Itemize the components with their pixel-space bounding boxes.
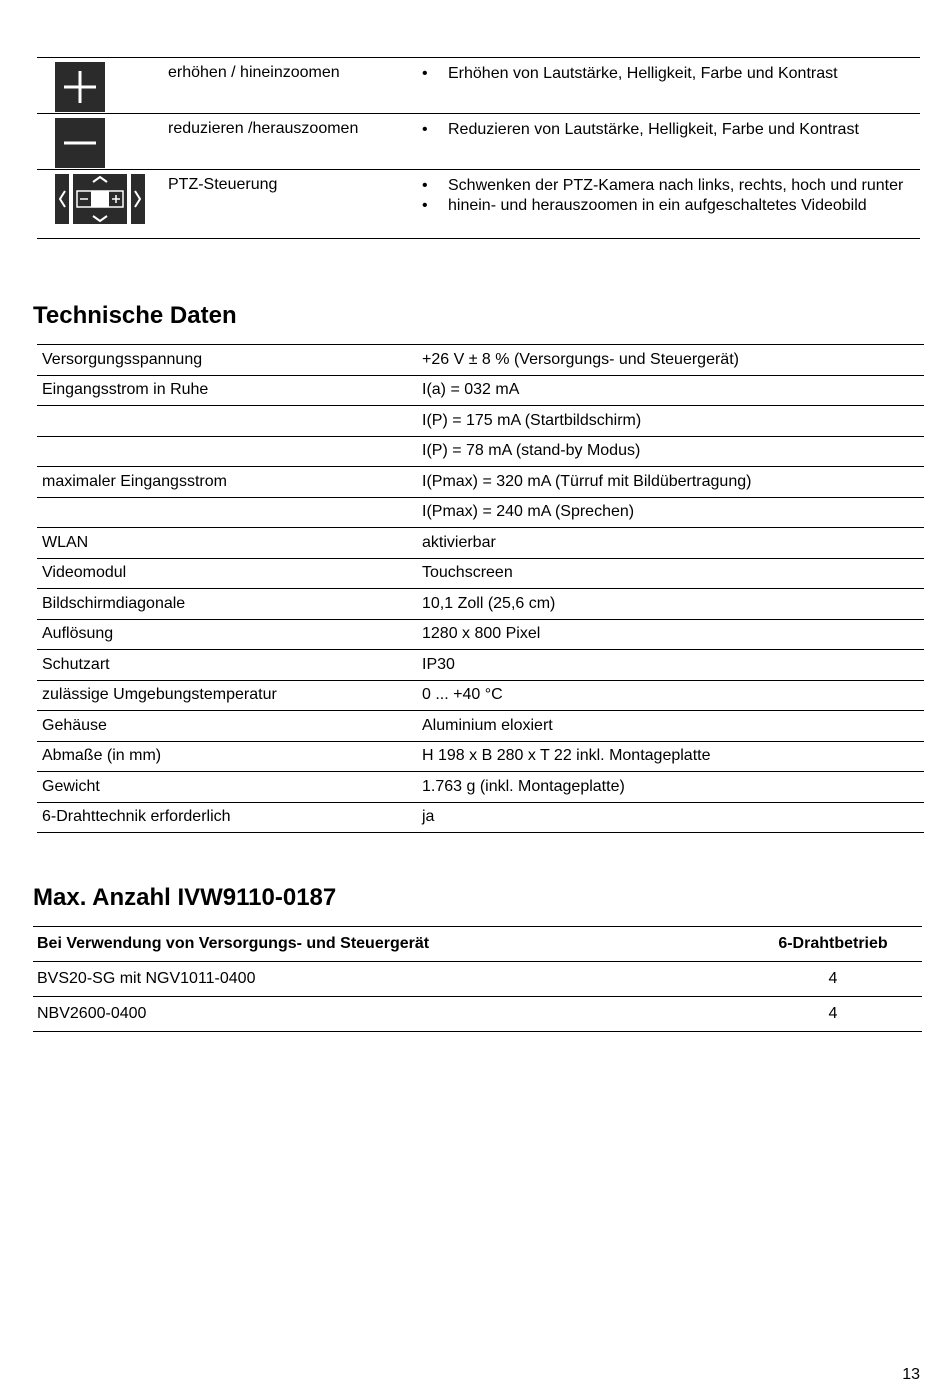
spec-label [37,436,422,467]
spec-label: Gehäuse [37,711,422,742]
table-row [37,528,924,559]
spec-value: I(P) = 175 mA (Startbildschirm) [422,406,924,437]
table-row [37,436,924,467]
plus-icon [55,62,105,112]
spec-value: 0 ... +40 °C [422,680,924,711]
spec-label: Versorgungsspannung [37,345,422,376]
spec-value: 10,1 Zoll (25,6 cm) [422,589,924,620]
max-count-table [33,926,922,1032]
spec-value: I(a) = 032 mA [422,375,924,406]
control-row-plus [37,58,920,114]
spec-value: H 198 x B 280 x T 22 inkl. Montageplatte [422,741,924,772]
control-functions-table [37,57,920,239]
table-row [37,406,924,437]
spec-label [37,497,422,528]
spec-value: 1280 x 800 Pixel [422,619,924,650]
table-row [37,619,924,650]
table-row [37,802,924,833]
control-row-minus [37,114,920,170]
spec-value: 1.763 g (inkl. Montageplatte) [422,772,924,803]
spec-value: I(Pmax) = 240 mA (Sprechen) [422,497,924,528]
device-combination: BVS20-SG mit NGV1011-0400 [33,962,744,997]
table-row [37,650,924,681]
spec-value: Touchscreen [422,558,924,589]
table-row [33,962,922,997]
spec-label: Gewicht [37,772,422,803]
control-description [422,176,922,216]
spec-label: Abmaße (in mm) [37,741,422,772]
table-row [37,589,924,620]
spec-label: Videomodul [37,558,422,589]
control-name: reduzieren /herauszoomen [168,120,359,137]
max-count-value: 4 [744,997,922,1032]
spec-value: I(Pmax) = 320 mA (Türruf mit Bildübertragung) [422,467,924,498]
max-count-value: 4 [744,962,922,997]
spec-label: maximaler Eingangsstrom [37,467,422,498]
table-row [37,741,924,772]
spec-label: Auflösung [37,619,422,650]
column-header: Bei Verwendung von Versorgungs- und Steuergerät [33,927,744,962]
spec-label: 6-Drahttechnik erforderlich [37,802,422,833]
list-item: • Erhöhen von Lautstärke, Helligkeit, Farbe und Kontrast [422,64,922,84]
section-title-max-count: Max. Anzahl IVW9110-0187 [33,884,337,911]
page-number: 13 [902,1366,920,1383]
spec-label [37,406,422,437]
list-item: • Schwenken der PTZ-Kamera nach links, rechts, hoch und runter [422,176,922,196]
spec-value: aktivierbar [422,528,924,559]
ptz-control-icon [55,174,145,224]
spec-label: Schutzart [37,650,422,681]
spec-label: WLAN [37,528,422,559]
table-row [33,997,922,1032]
control-row-ptz [37,170,920,239]
spec-value: +26 V ± 8 % (Versorgungs- und Steuergerät) [422,345,924,376]
device-combination: NBV2600-0400 [33,997,744,1032]
table-row [37,772,924,803]
section-title-technical-data: Technische Daten [33,302,237,329]
list-item: • Reduzieren von Lautstärke, Helligkeit, Farbe und Kontrast [422,120,922,140]
spec-value: IP30 [422,650,924,681]
table-row [37,497,924,528]
spec-value: ja [422,802,924,833]
table-row [37,680,924,711]
max-count-body [33,962,922,1032]
minus-icon [55,118,105,168]
control-name: PTZ-Steuerung [168,176,278,193]
list-item: • hinein- und herauszoomen in ein aufgeschaltetes Videobild [422,196,922,216]
technical-data-body [37,345,924,833]
control-name: erhöhen / hineinzoomen [168,64,340,81]
column-header: 6-Drahtbetrieb [744,927,922,962]
technical-data-table [37,344,924,833]
spec-value: Aluminium eloxiert [422,711,924,742]
spec-label: Bildschirmdiagonale [37,589,422,620]
table-row [37,375,924,406]
table-row [37,345,924,376]
table-row [37,711,924,742]
spec-label: Eingangsstrom in Ruhe [37,375,422,406]
table-row [37,558,924,589]
control-description [422,64,922,84]
spec-label: zulässige Umgebungstemperatur [37,680,422,711]
table-row [37,467,924,498]
table-header-row [33,927,922,962]
control-description [422,120,922,140]
spec-value: I(P) = 78 mA (stand-by Modus) [422,436,924,467]
